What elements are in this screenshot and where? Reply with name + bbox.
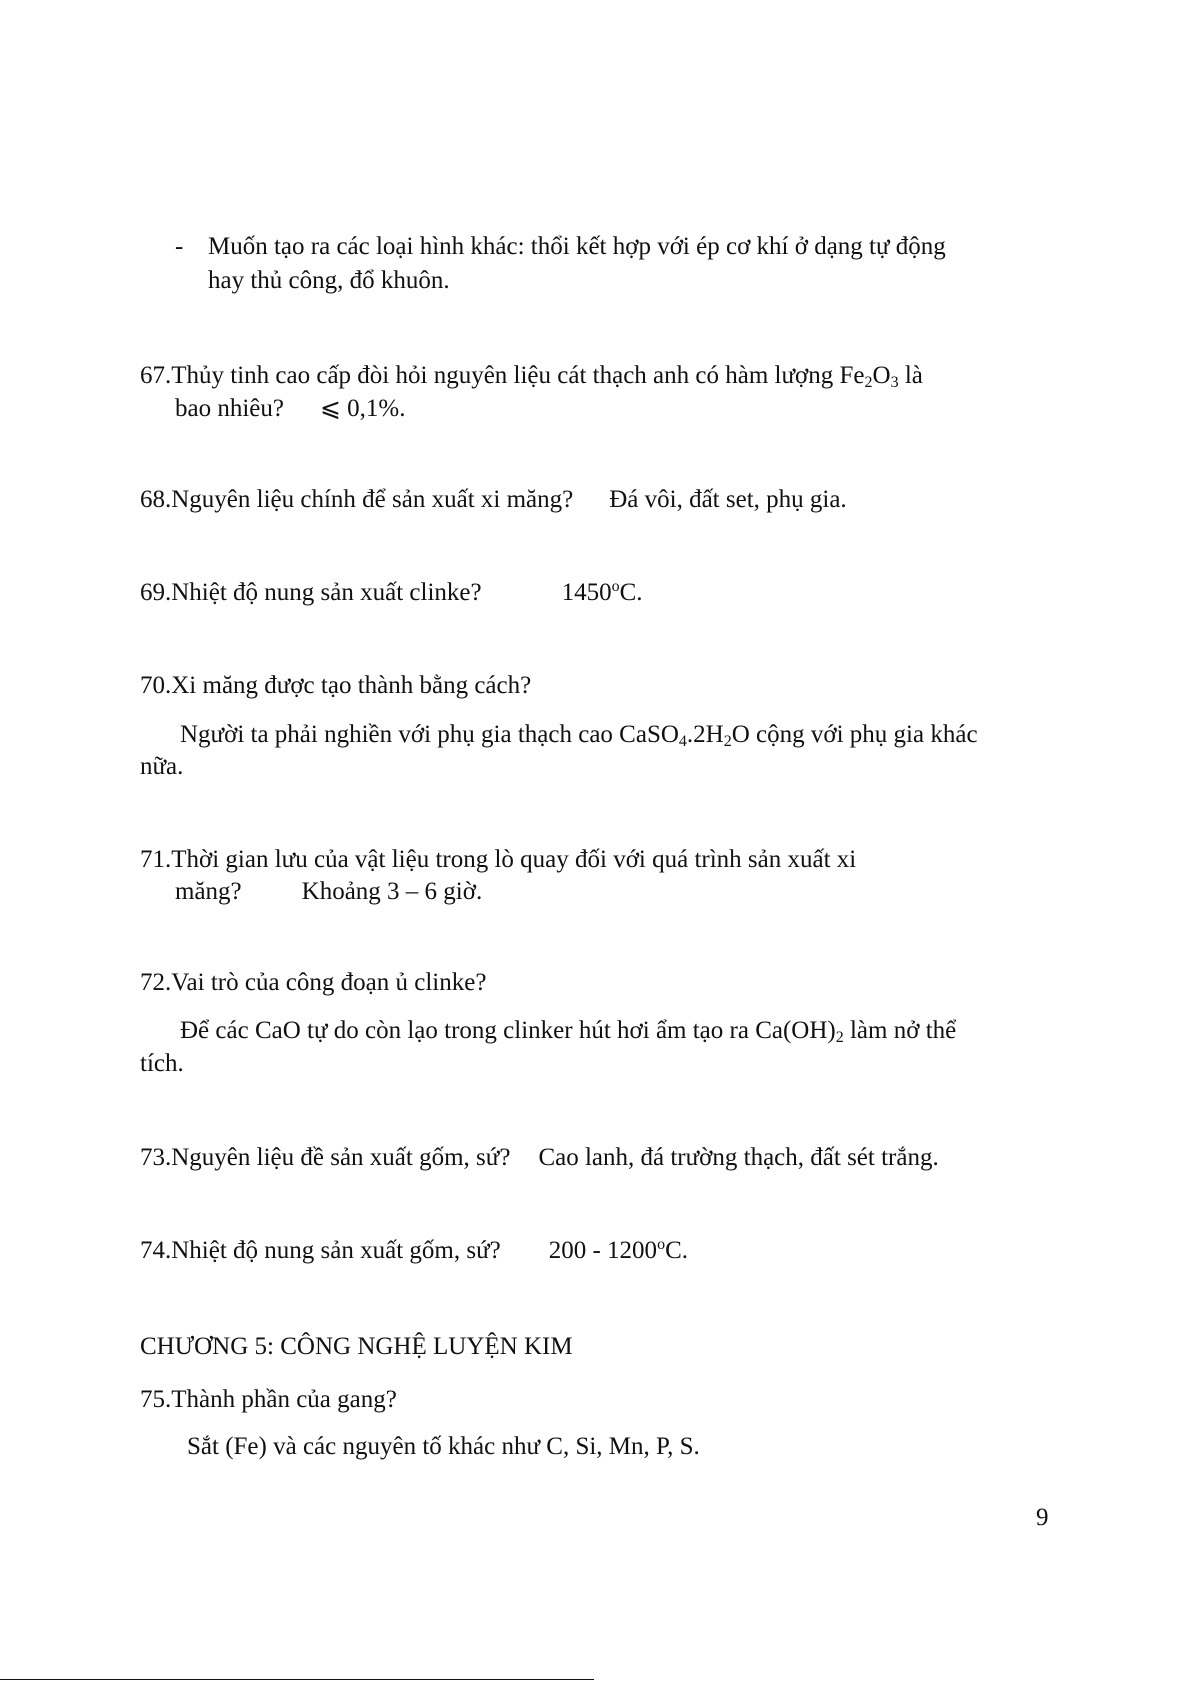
question-67-line-2: bao nhiêu? ⩽ 0,1%. [175,395,406,422]
question-75: 75.Thành phần của gang? [140,1386,397,1413]
answer-70: Người ta phải nghiền với phụ gia thạch cao $CaSO_4.2H_2O$ cộng với phụ gia khác [180,721,978,750]
bullet-line-1: Muốn tạo ra các loại hình khác: thổi kết hợp với ép cơ khí ở dạng tự động [208,233,946,260]
question-71: 71.Thời gian lưu của vật liệu trong lò quay đối với quá trình sản xuất xi [140,846,857,873]
bullet-dash: - [175,233,184,260]
answer-69: 1450$^o$C. [561,578,643,606]
question-73: 73.Nguyên liệu đề sản xuất gốm, sứ? Cao lanh, đá trường thạch, đất sét trắng. [140,1144,939,1171]
answer-75: Sắt (Fe) và các nguyên tố khác như C, Si, Mn, P, S. [187,1433,700,1460]
question-71-line-2: măng? Khoảng 3 – 6 giờ. [175,878,483,905]
footnote-separator [0,1679,594,1680]
answer-74: 200 - 1200$^o$C. [548,1236,688,1264]
answer-67: ⩽ 0,1%. [319,395,406,422]
question-69: 69.Nhiệt độ nung sản xuất clinke? 1450$^o$C. [140,578,643,606]
answer-72: Để các CaO tự do còn lạo trong clinker hút hơi ẩm tạo ra $Ca(OH)_2$ làm nở thể [180,1017,957,1046]
question-68: 68.Nguyên liệu chính để sản xuất xi măng? Đá vôi, đất set, phụ gia. [140,486,847,513]
question-72: 72.Vai trò của công đoạn ủ clinke? [140,969,487,996]
answer-70-line-2: nữa. [140,753,184,780]
answer-71: Khoảng 3 – 6 giờ. [301,878,483,905]
chapter-heading: CHƯƠNG 5: CÔNG NGHỆ LUYỆN KIM [140,1333,573,1360]
answer-73: Cao lanh, đá trường thạch, đất sét trắng. [538,1144,939,1171]
bullet-line-2: hay thủ công, đổ khuôn. [208,267,450,294]
question-70: 70.Xi măng được tạo thành bằng cách? [140,672,532,699]
question-67: 67.Thủy tinh cao cấp đòi hỏi nguyên liệu cát thạch anh có hàm lượng $Fe_2O_3$ là [140,362,923,391]
answer-68: Đá vôi, đất set, phụ gia. [609,486,847,513]
page-number: 9 [1036,1504,1049,1531]
answer-72-line-2: tích. [140,1050,184,1077]
question-74: 74.Nhiệt độ nung sản xuất gốm, sứ? 200 - 1200$^o$C. [140,1236,688,1264]
